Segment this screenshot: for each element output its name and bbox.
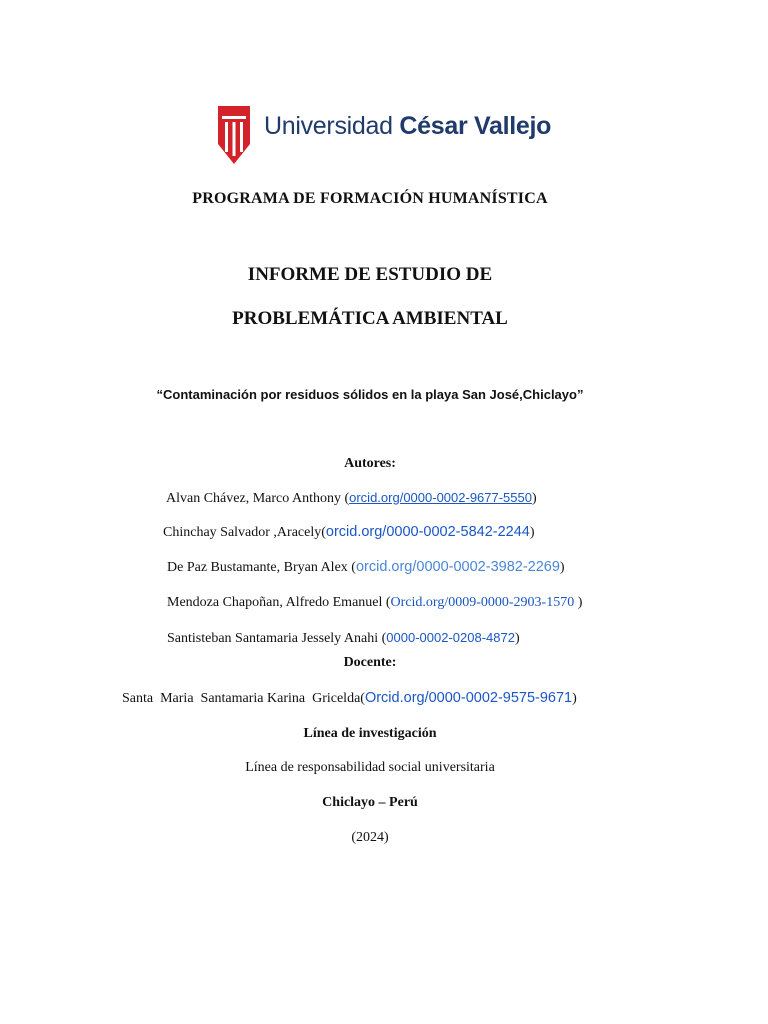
program-heading: PROGRAMA DE FORMACIÓN HUMANÍSTICA <box>192 190 548 207</box>
author-suffix: ) <box>559 560 565 575</box>
university-name <box>264 112 551 141</box>
teacher-suffix: ) <box>572 691 577 706</box>
place: Chiclayo – Perú <box>322 795 418 810</box>
university-logo <box>216 104 552 166</box>
author-orcid-link[interactable]: 0000-0002-0208-4872 <box>386 630 515 645</box>
university-name-regular: Universidad <box>264 112 393 140</box>
author-orcid-link[interactable]: Orcid.org/0009-0000-2903-1570 <box>390 595 575 610</box>
author-line <box>167 630 520 647</box>
university-shield-icon <box>216 104 252 166</box>
report-title-line1: INFORME DE ESTUDIO DE <box>247 264 493 285</box>
teacher-label: Docente: <box>343 655 397 670</box>
report-subtitle: “Contaminación por residuos sólidos en la playa San José,Chiclayo” <box>156 387 584 402</box>
research-label: Línea de investigación <box>303 726 437 741</box>
author-name: Mendoza Chapoñan, Alfredo Emanuel ( <box>167 595 391 610</box>
author-line <box>167 559 565 576</box>
author-line <box>166 490 537 507</box>
teacher-orcid-link[interactable]: Orcid.org/0000-0002-9575-9671 <box>364 690 573 706</box>
author-suffix: ) <box>529 525 535 540</box>
report-title-line2: PROBLEMÁTICA AMBIENTAL <box>232 308 508 329</box>
research-line: Línea de responsabilidad social universitaria <box>245 760 495 775</box>
year: (2024) <box>351 830 389 845</box>
author-suffix: ) <box>514 631 520 646</box>
authors-label: Autores: <box>344 456 396 471</box>
author-orcid-link[interactable]: orcid.org/0000-0002-9677-5550 <box>349 490 532 505</box>
author-line <box>167 595 582 611</box>
author-name: Santisteban Santamaria Jessely Anahi ( <box>167 631 387 646</box>
university-name-bold: César Vallejo <box>399 112 552 140</box>
author-line <box>163 524 535 541</box>
author-suffix: ) <box>574 595 583 610</box>
author-suffix: ) <box>531 491 537 506</box>
author-name: Alvan Chávez, Marco Anthony ( <box>166 491 350 506</box>
author-name: De Paz Bustamante, Bryan Alex ( <box>167 560 356 575</box>
author-name: Chinchay Salvador ,Aracely( <box>163 525 326 540</box>
author-orcid-link[interactable]: orcid.org/0000-0002-3982-2269 <box>355 559 560 575</box>
teacher-name: Santa Maria Santamaria Karina Gricelda( <box>122 691 365 706</box>
author-orcid-link[interactable]: orcid.org/0000-0002-5842-2244 <box>325 524 530 540</box>
teacher-line <box>122 690 577 707</box>
